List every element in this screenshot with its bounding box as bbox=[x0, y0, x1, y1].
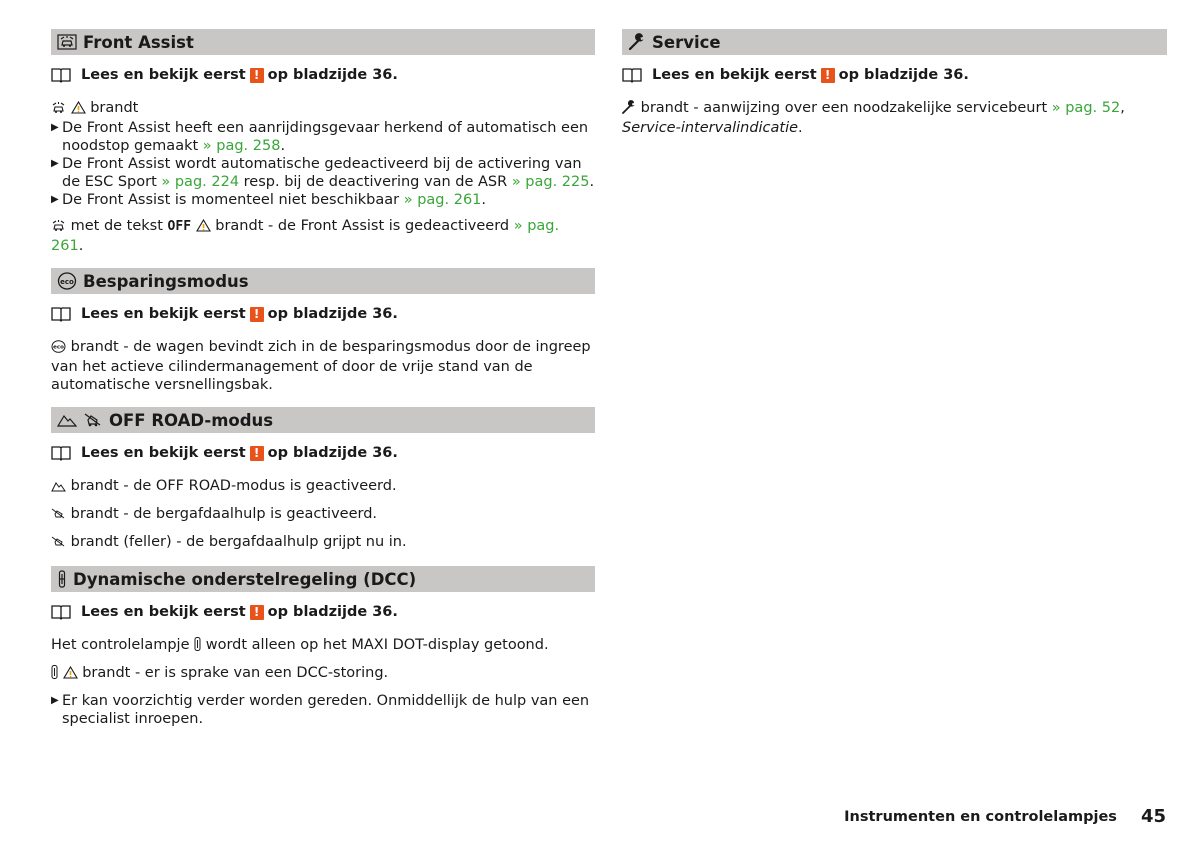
offroad-line-2: brandt - de bergafdaalhulp is geactiveerd. bbox=[51, 505, 595, 525]
warning-icon: ! bbox=[250, 605, 264, 620]
section-title: OFF ROAD-modus bbox=[109, 410, 274, 430]
front-assist-off-line: met de tekst OFF brandt - de Front Assist is gedeactiveerd » pag. 261. bbox=[51, 218, 560, 254]
page-reference-link[interactable]: op bladzijde 36. bbox=[267, 604, 398, 620]
page-reference-link[interactable]: op bladzijde 36. bbox=[267, 67, 398, 83]
read-first-label: Lees en bekijk eerst bbox=[81, 67, 246, 83]
eco-icon bbox=[51, 340, 66, 358]
hill-descent-icon bbox=[83, 411, 103, 429]
page-reference-link[interactable]: op bladzijde 36. bbox=[267, 445, 398, 461]
page-link[interactable]: » pag. 224 bbox=[161, 174, 240, 190]
warning-triangle-icon bbox=[71, 101, 86, 119]
page-footer bbox=[844, 806, 1166, 827]
section-heading-service bbox=[622, 29, 1167, 55]
section-title: Dynamische onderstelregeling (DCC) bbox=[73, 569, 417, 589]
front-assist-status-line: brandt bbox=[51, 99, 595, 119]
section-heading-offroad bbox=[51, 407, 595, 433]
section-title: Service bbox=[652, 32, 721, 52]
svg-text:eco: eco bbox=[60, 278, 74, 286]
page-number: 45 bbox=[1140, 806, 1166, 827]
page-link[interactable]: » pag. 225 bbox=[511, 174, 590, 190]
section-heading-front-assist bbox=[51, 29, 595, 55]
hill-descent-icon bbox=[51, 535, 66, 553]
page-link[interactable]: » pag. 258 bbox=[202, 138, 281, 154]
offroad-line-1: brandt - de OFF ROAD-modus is geactiveerd. bbox=[51, 477, 595, 497]
chapter-title: Instrumenten en controlelampjes bbox=[844, 808, 1117, 825]
page-link[interactable]: » pag. 261 bbox=[403, 192, 482, 208]
offroad-line-3: brandt (feller) - de bergafdaalhulp grijpt nu in. bbox=[51, 533, 595, 553]
read-first-note bbox=[51, 443, 595, 463]
read-first-label: Lees en bekijk eerst bbox=[81, 306, 246, 322]
read-first-label: Lees en bekijk eerst bbox=[81, 445, 246, 461]
hill-descent-icon bbox=[51, 507, 66, 525]
section-heading-dcc bbox=[51, 566, 595, 592]
front-assist-icon bbox=[57, 34, 77, 50]
svg-text:eco: eco bbox=[53, 344, 64, 351]
off-label: OFF bbox=[167, 219, 192, 234]
wrench-icon bbox=[628, 33, 646, 51]
front-assist-icon bbox=[51, 101, 66, 119]
list-item: ▶ De Front Assist wordt automatische gedeactiveerd bij de activering van de ESC Sport » pag. 224 resp. bij de deactivering van de ASR » pag. 225. bbox=[51, 156, 595, 190]
right-column bbox=[622, 29, 1167, 137]
shock-absorber-icon bbox=[57, 570, 67, 588]
section-title: Front Assist bbox=[83, 32, 194, 52]
read-first-label: Lees en bekijk eerst bbox=[652, 67, 817, 83]
shock-absorber-icon bbox=[51, 665, 58, 684]
mountain-icon bbox=[57, 412, 77, 428]
bullet-triangle-icon: ▶ bbox=[51, 695, 59, 706]
page-link[interactable]: » pag. 261 bbox=[51, 218, 560, 254]
warning-triangle-icon bbox=[63, 666, 78, 684]
book-icon bbox=[51, 445, 71, 461]
warning-icon: ! bbox=[821, 68, 835, 83]
page-reference-link[interactable]: op bladzijde 36. bbox=[838, 67, 969, 83]
page-link[interactable]: » pag. 52 bbox=[1051, 100, 1121, 116]
service-interval-reference: Service-intervalindicatie bbox=[622, 120, 799, 136]
list-item: ▶ De Front Assist is momenteel niet beschikbaar » pag. 261. bbox=[51, 192, 487, 208]
bullet-triangle-icon: ▶ bbox=[51, 122, 59, 133]
mountain-icon bbox=[51, 479, 66, 497]
wrench-icon bbox=[622, 100, 636, 119]
section-heading-besparingsmodus bbox=[51, 268, 595, 294]
warning-icon: ! bbox=[250, 307, 264, 322]
read-first-label: Lees en bekijk eerst bbox=[81, 604, 246, 620]
list-item: ▶ Er kan voorzichtig verder worden gereden. Onmiddellijk de hulp van een specialist inroepen. bbox=[51, 693, 590, 727]
book-icon bbox=[51, 67, 71, 83]
read-first-note bbox=[622, 65, 1167, 85]
front-assist-icon bbox=[51, 219, 66, 237]
bullet-triangle-icon: ▶ bbox=[51, 194, 59, 205]
page-reference-link[interactable]: op bladzijde 36. bbox=[267, 306, 398, 322]
service-text: brandt - aanwijzing over een noodzakelijke servicebeurt » pag. 52, Service-intervalindicatie. bbox=[622, 100, 1125, 136]
warning-icon: ! bbox=[250, 68, 264, 83]
besparingsmodus-text: eco brandt - de wagen bevindt zich in de besparingsmodus door de ingreep van het actieve cilindermanagement of door de vrije stand van de automatische versnellingsbak. bbox=[51, 339, 591, 393]
bullet-triangle-icon: ▶ bbox=[51, 158, 59, 169]
read-first-note bbox=[51, 602, 595, 622]
dcc-line-1: Het controlelampje wordt alleen op het MAXI DOT-display getoond. bbox=[51, 636, 595, 656]
eco-icon bbox=[57, 272, 77, 290]
book-icon bbox=[622, 67, 642, 83]
warning-triangle-icon bbox=[196, 219, 211, 237]
read-first-note bbox=[51, 304, 595, 324]
dcc-line-2: brandt - er is sprake van een DCC-storing. bbox=[51, 664, 595, 684]
read-first-note bbox=[51, 65, 595, 85]
warning-icon: ! bbox=[250, 446, 264, 461]
book-icon bbox=[51, 306, 71, 322]
list-item: ▶ De Front Assist heeft een aanrijdingsgevaar herkend of automatisch een noodstop gemaakt » pag. 258. bbox=[51, 120, 589, 154]
shock-absorber-icon bbox=[194, 637, 201, 656]
book-icon bbox=[51, 604, 71, 620]
left-column bbox=[51, 29, 595, 728]
section-title: Besparingsmodus bbox=[83, 271, 249, 291]
